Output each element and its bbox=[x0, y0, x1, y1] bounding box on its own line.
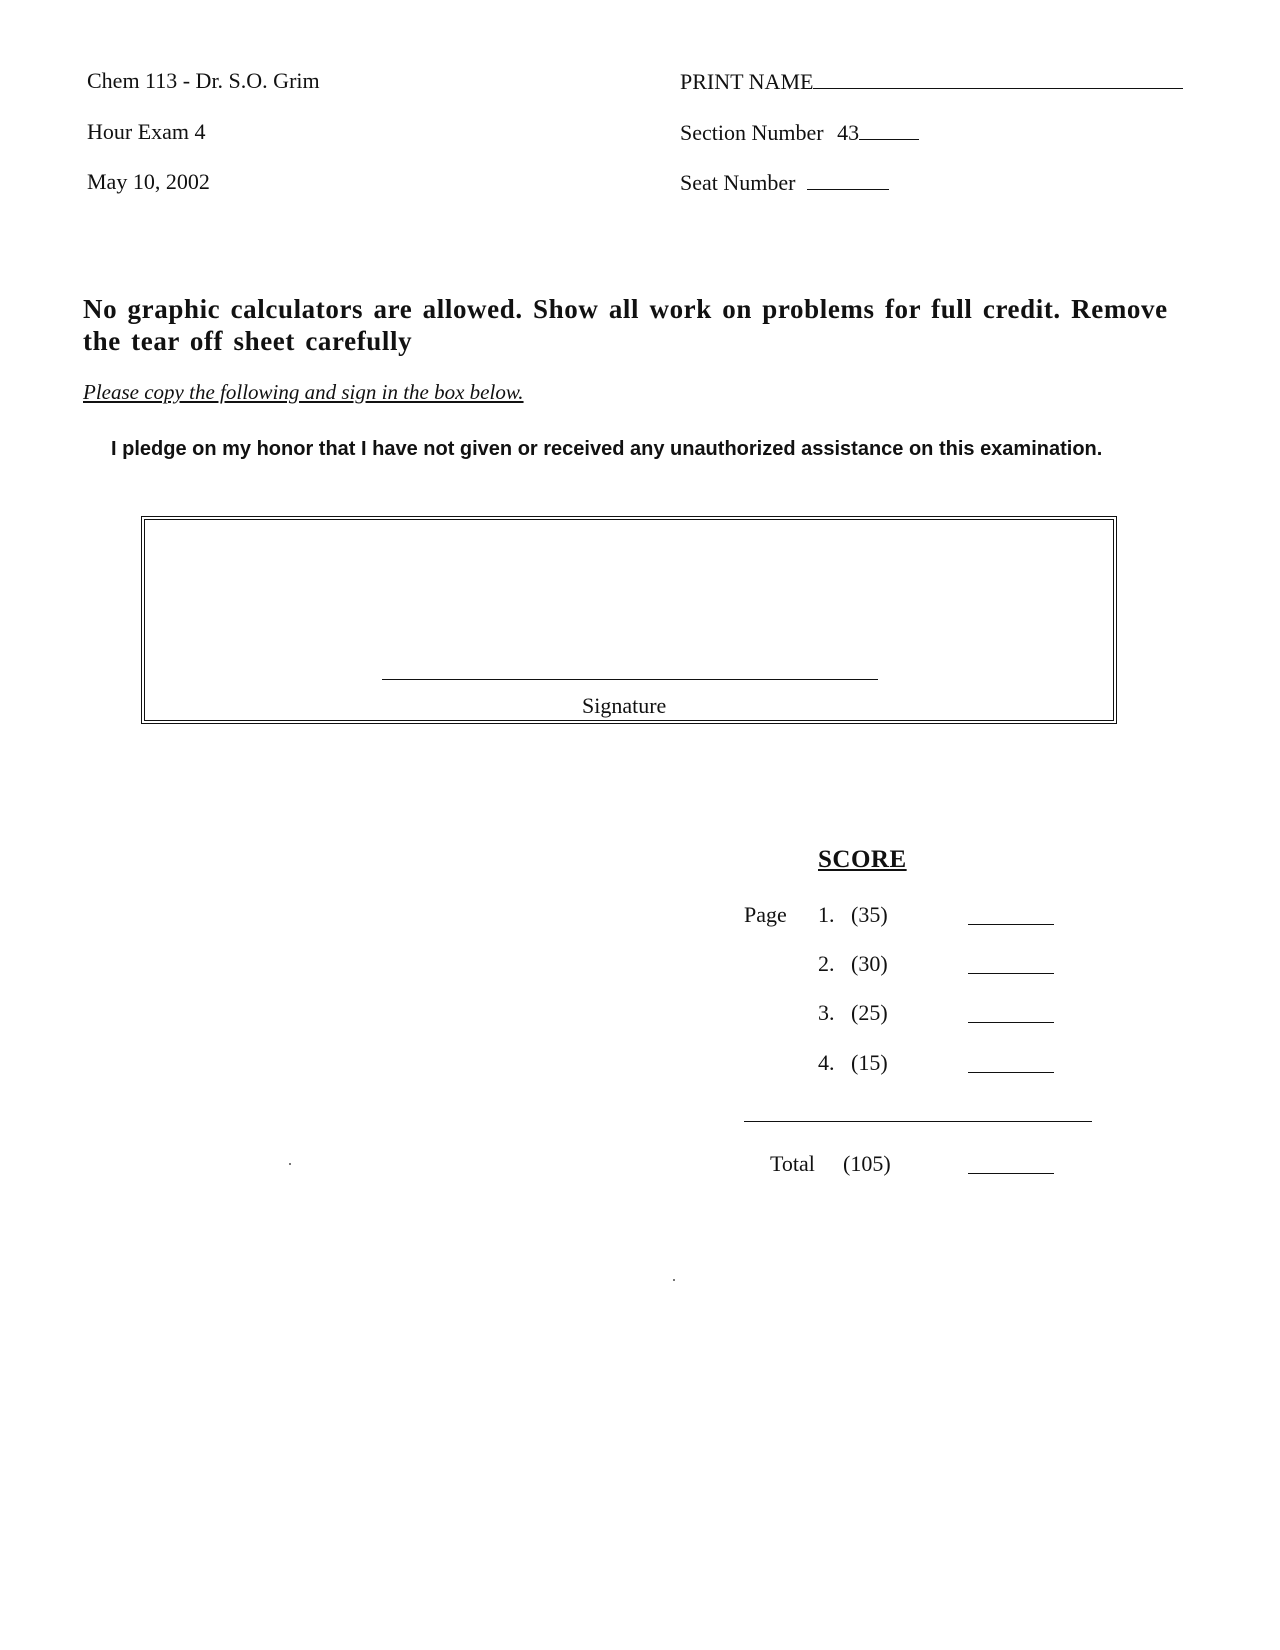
score-row-2-number: 2. bbox=[818, 951, 835, 976]
score-row-4-blank[interactable] bbox=[968, 1072, 1054, 1073]
section-number-value: 43 bbox=[837, 120, 860, 145]
score-row-3-number: 3. bbox=[818, 1000, 835, 1025]
score-row-4-points: (15) bbox=[851, 1050, 888, 1075]
print-name-field[interactable] bbox=[813, 68, 1183, 89]
score-row-3-points: (25) bbox=[851, 1000, 888, 1025]
score-row-3-blank[interactable] bbox=[968, 1022, 1054, 1023]
section-number-row bbox=[680, 119, 919, 146]
copy-note: Please copy the following and sign in the box below. bbox=[83, 380, 524, 404]
score-row-2-blank[interactable] bbox=[968, 973, 1054, 974]
seat-number-row bbox=[680, 169, 889, 196]
total-label: Total bbox=[770, 1151, 815, 1176]
score-row-2-points: (30) bbox=[851, 951, 888, 976]
section-number-label: Section Number bbox=[680, 120, 824, 145]
score-row-1-points: (35) bbox=[851, 902, 888, 927]
print-name-row bbox=[680, 68, 1183, 95]
score-row-1-number: 1. bbox=[818, 902, 835, 927]
total-blank[interactable] bbox=[968, 1173, 1054, 1174]
exam-title: Hour Exam 4 bbox=[87, 119, 206, 144]
page-label: Page bbox=[744, 902, 787, 927]
exam-instructions: No graphic calculators are allowed. Show all work on problems for full credit. Remove the tear off sheet carefully bbox=[83, 294, 1168, 356]
score-row-1-blank[interactable] bbox=[968, 924, 1054, 925]
course-title: Chem 113 - Dr. S.O. Grim bbox=[87, 68, 320, 93]
scan-speck bbox=[673, 1279, 675, 1281]
seat-number-label: Seat Number bbox=[680, 170, 796, 195]
signature-line bbox=[382, 679, 878, 680]
exam-date: May 10, 2002 bbox=[87, 169, 210, 194]
score-title: SCORE bbox=[818, 846, 907, 873]
scan-speck bbox=[289, 1163, 291, 1165]
signature-label: Signature bbox=[582, 693, 667, 718]
total-divider bbox=[744, 1121, 1092, 1122]
total-points: (105) bbox=[843, 1151, 891, 1176]
section-number-field[interactable] bbox=[859, 119, 919, 140]
honor-pledge: I pledge on my honor that I have not given or received any unauthorized assistance on this examination. bbox=[111, 438, 1103, 460]
score-row-4-number: 4. bbox=[818, 1050, 835, 1075]
print-name-label: PRINT NAME bbox=[680, 69, 814, 94]
seat-number-field[interactable] bbox=[807, 169, 889, 190]
